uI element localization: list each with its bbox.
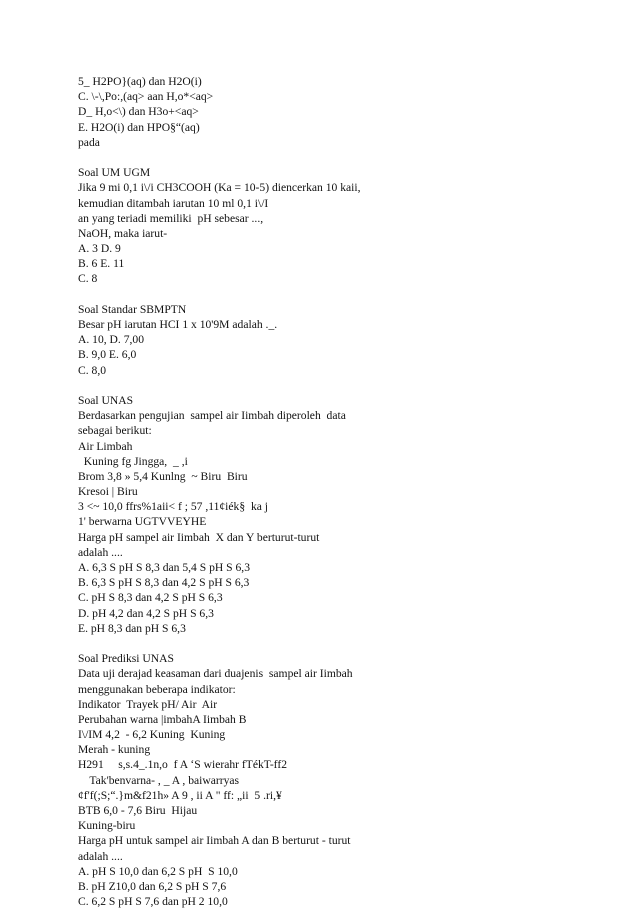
text-line: I\/IM 4,2 - 6,2 Kuning Kuning	[78, 728, 226, 742]
block-prediksi-unas	[78, 651, 598, 909]
text-line: BTB 6,0 - 7,6 Biru Hijau	[78, 804, 198, 817]
text-line: Besar pH iarutan HCI 1 x 10'9M adalah ._.	[78, 318, 278, 331]
text-line: Kuning fg Jingga, _ ,i	[78, 454, 188, 468]
answer-option: A. 3 D. 9	[78, 242, 121, 256]
block-sbmptn	[78, 302, 598, 378]
answer-option: B. pH Z10,0 dan 6,2 S pH S 7,6	[78, 879, 227, 893]
text-line: NaOH, maka iarut-	[78, 226, 168, 240]
answer-option: C. 6,2 S pH S 7,6 dan pH 2 10,0	[78, 895, 228, 909]
text-line: Merah - kuning	[78, 743, 151, 757]
section-heading: Soal UM UGM	[78, 166, 151, 180]
block-um-ugm	[78, 165, 598, 287]
paragraph-gap	[78, 378, 598, 393]
text-line: Indikator Trayek pH/ Air Air	[78, 697, 218, 711]
text-line: ¢f'f(;S;“.}m&f21h» A 9 , ii A " ff: „ii 5 .ri,¥	[78, 788, 282, 802]
text-line: Air Limbah	[78, 439, 133, 453]
text-line: Harga pH sampel air Iimbah X dan Y berturut-turut	[78, 530, 320, 544]
answer-option: C. 8,0	[78, 363, 107, 377]
text-line: adalah ....	[78, 849, 123, 863]
block-top	[78, 74, 598, 150]
text-line: Data uji derajad keasaman dari duajenis sampel air Iimbah	[78, 667, 353, 681]
text-line: Kresoi | Biru	[78, 485, 138, 499]
answer-option: D. pH 4,2 dan 4,2 S pH S 6,3	[78, 606, 214, 620]
text-line: 3 <~ 10,0 ffrs%1aii< f ; 57 ,11¢iék§ ka j	[78, 500, 269, 514]
text-line: 5_ H2PO}(aq) dan H2O(i)	[78, 75, 202, 88]
answer-option: C. pH S 8,3 dan 4,2 S pH S 6,3	[78, 591, 223, 605]
answer-option: B. 6 E. 11	[78, 257, 125, 271]
section-heading: Soal UNAS	[78, 393, 134, 407]
text-line: 1' berwarna UGTVVEYHE	[78, 515, 207, 529]
text-line: Tak'benvarna- , _ A , baiwarryas	[78, 773, 240, 787]
text-line: Jika 9 mi 0,1 i\/i CH3COOH (Ka = 10-5) diencerkan 10 kaii,	[78, 181, 361, 195]
text-line: Brom 3,8 » 5,4 Kunlng ~ Biru Biru	[78, 469, 248, 483]
text-line: adalah ....	[78, 545, 123, 559]
answer-option: B. 9,0 E. 6,0	[78, 348, 137, 362]
answer-option: B. 6,3 S pH S 8,3 dan 4,2 S pH S 6,3	[78, 576, 250, 590]
text-line: menggunakan beberapa indikator:	[78, 682, 236, 696]
text-line: C. \-\,Po:,(aq> aan H,o*<aq>	[78, 90, 214, 104]
text-line: H291 s,s.4_.1n,o f A ‘S wierahr fTékT-ff2	[78, 758, 287, 772]
answer-option: C. 8	[78, 272, 98, 286]
text-line: pada	[78, 135, 100, 149]
answer-option: E. pH 8,3 dan pH S 6,3	[78, 621, 186, 635]
text-line: Berdasarkan pengujian sampel air Iimbah diperoleh data	[78, 409, 346, 423]
paragraph-gap	[78, 150, 598, 165]
section-heading: Soal Prediksi UNAS	[78, 652, 174, 666]
answer-option: A. 10, D. 7,00	[78, 333, 145, 347]
text-line: D_ H,o<\) dan H3o+<aq>	[78, 105, 199, 119]
section-heading: Soal Standar SBMPTN	[78, 302, 187, 316]
text-line: sebagai berikut:	[78, 424, 152, 438]
text-line: an yang teriadi memiliki pH sebesar ...,	[78, 211, 264, 225]
paragraph-gap	[78, 287, 598, 302]
document-body	[78, 74, 598, 909]
text-line: kemudian ditambah iarutan 10 ml 0,1 i\/I	[78, 196, 269, 210]
text-line: E. H2O(i) dan HPO§“(aq)	[78, 120, 200, 134]
paragraph-gap	[78, 636, 598, 651]
text-line: Kuning-biru	[78, 819, 136, 833]
text-line: Harga pH untuk sampel air Iimbah A dan B berturut - turut	[78, 834, 351, 848]
answer-option: A. pH S 10,0 dan 6,2 S pH S 10,0	[78, 864, 238, 878]
answer-option: A. 6,3 S pH S 8,3 dan 5,4 S pH S 6,3	[78, 561, 250, 574]
block-unas	[78, 393, 598, 636]
text-line: Perubahan warna |imbahA Iimbah B	[78, 712, 247, 726]
